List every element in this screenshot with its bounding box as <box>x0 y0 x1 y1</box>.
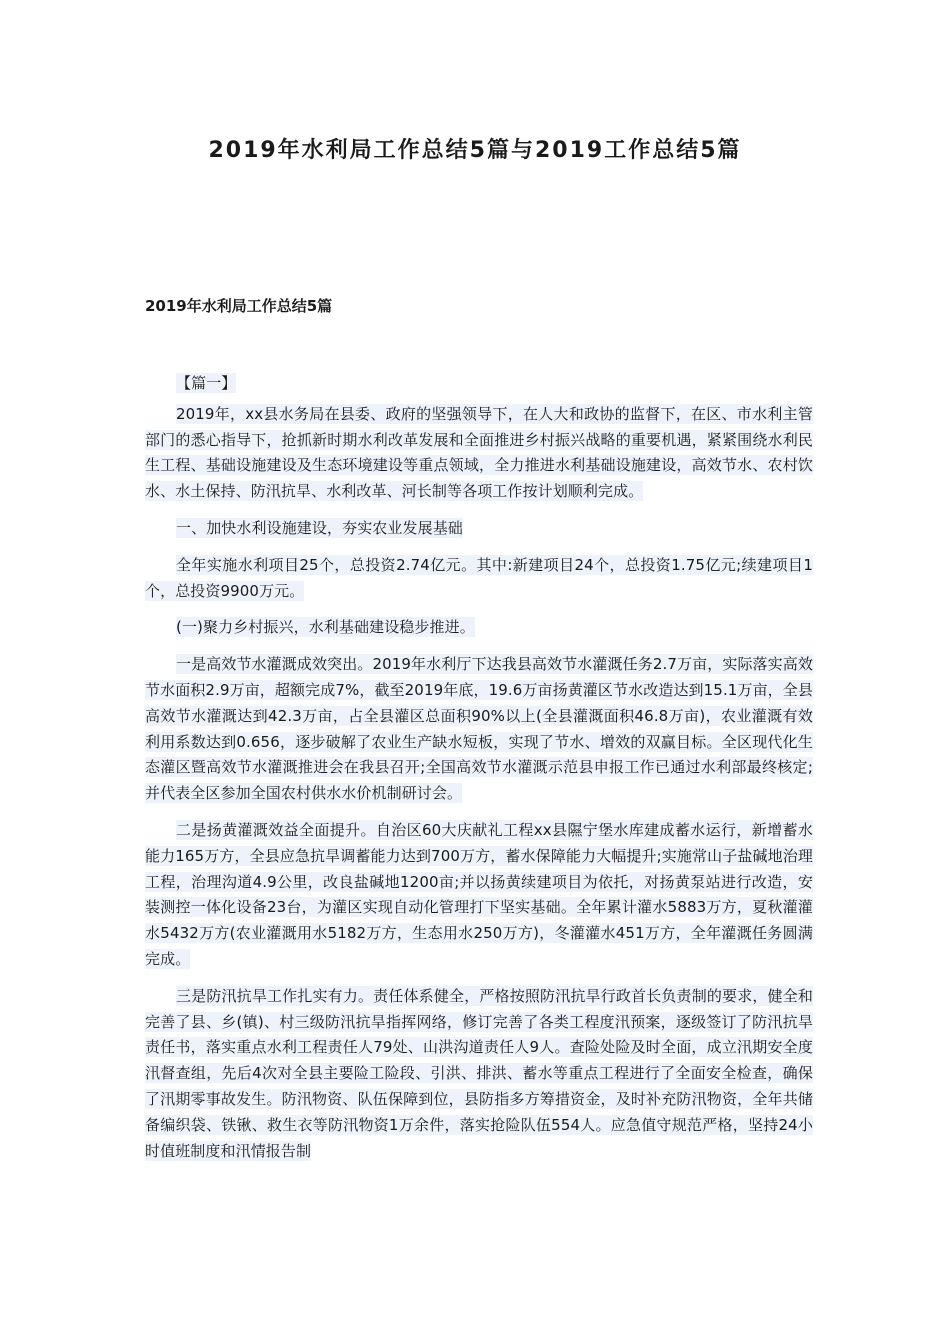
part-marker: 【篇一】 <box>176 374 237 392</box>
body-paragraph: 二是扬黄灌溉效益全面提升。自治区60大庆献礼工程xx县隰宁堡水库建成蓄水运行，新增蓄水能力165万方，全县应急抗旱调蓄能力达到700万方，蓄水保障能力大幅提升;实施常山子盐碱地治理工程，治理沟道4.9公里，改良盐碱地1200亩;并以扬黄续建项目为依托，对扬黄泵站进行改造，安装测控一体化设备23台，为灌区实现自动化管理打下坚实基础。全年累计灌水5883万方，夏秋灌灌水5432万方(农业灌溉用水5182万方，生态用水250万方)，冬灌灌水451万方，全年灌溉任务圆满完成。 <box>145 820 813 968</box>
body-paragraph: 一是高效节水灌溉成效突出。2019年水利厅下达我县高效节水灌溉任务2.7万亩，实际落实高效节水面积2.9万亩，超额完成7%，截至2019年底，19.6万亩扬黄灌区节水改造达到15.1万亩，全县高效节水灌溉达到42.3万亩，占全县灌区总面积90%以上(全县灌溉面积46.8万亩)，农业灌溉有效利用系数达到0.656，逐步破解了农业生产缺水短板，实现了节水、增效的双赢目标。全区现代化生态灌区暨高效节水灌溉推进会在我县召开;全国高效节水灌溉示范县申报工作已通过水利部最终核定;并代表全区参加全国农村供水水价机制研讨会。 <box>145 655 813 803</box>
document-body <box>145 371 813 1175</box>
document-title: 2019年水利局工作总结5篇与2019工作总结5篇 <box>208 138 742 163</box>
body-paragraph: 全年实施水利项目25个，总投资2.74亿元。其中:新建项目24个，总投资1.75亿元;续建项目1个，总投资9900万元。 <box>145 555 813 600</box>
subsection-heading: (一)聚力乡村振兴，水利基础建设稳步推进。 <box>176 618 475 637</box>
body-paragraph: 三是防汛抗旱工作扎实有力。责任体系健全，严格按照防汛抗旱行政首长负责制的要求，健全和完善了县、乡(镇)、村三级防汛抗旱指挥网络，修订完善了各类工程度汛预案，逐级签订了防汛抗旱责任书，落实重点水利工程责任人79处、山洪沟道责任人9人。查险处险及时全面，成立汛期安全度汛督查组，先后4次对全县主要险工险段、引洪、排洪、蓄水等重点工程进行了全面安全检查，确保了汛期零事故发生。防汛物资、队伍保障到位，县防指多方筹措资金，及时补充防汛物资，全年共储备编织袋、铁锹、救生衣等防汛物资1万余件，落实抢险队伍554人。应急值守规范严格，坚持24小时值班制度和汛情报告制 <box>145 986 813 1160</box>
subsection-heading: 一、加快水利设施建设，夯实农业发展基础 <box>176 518 463 537</box>
body-paragraph: 2019年，xx县水务局在县委、政府的坚强领导下，在人大和政协的监督下，在区、市水利主管部门的悉心指导下，抢抓新时期水利改革发展和全面推进乡村振兴战略的重要机遇，紧紧围绕水利民生工程、基础设施建设及生态环境建设等重点领域，全力推进水利基础设施建设，高效节水、农村饮水、水土保持、防汛抗旱、水利改革、河长制等各项工作按计划顺利完成。 <box>145 404 813 501</box>
section-title: 2019年水利局工作总结5篇 <box>145 297 333 315</box>
